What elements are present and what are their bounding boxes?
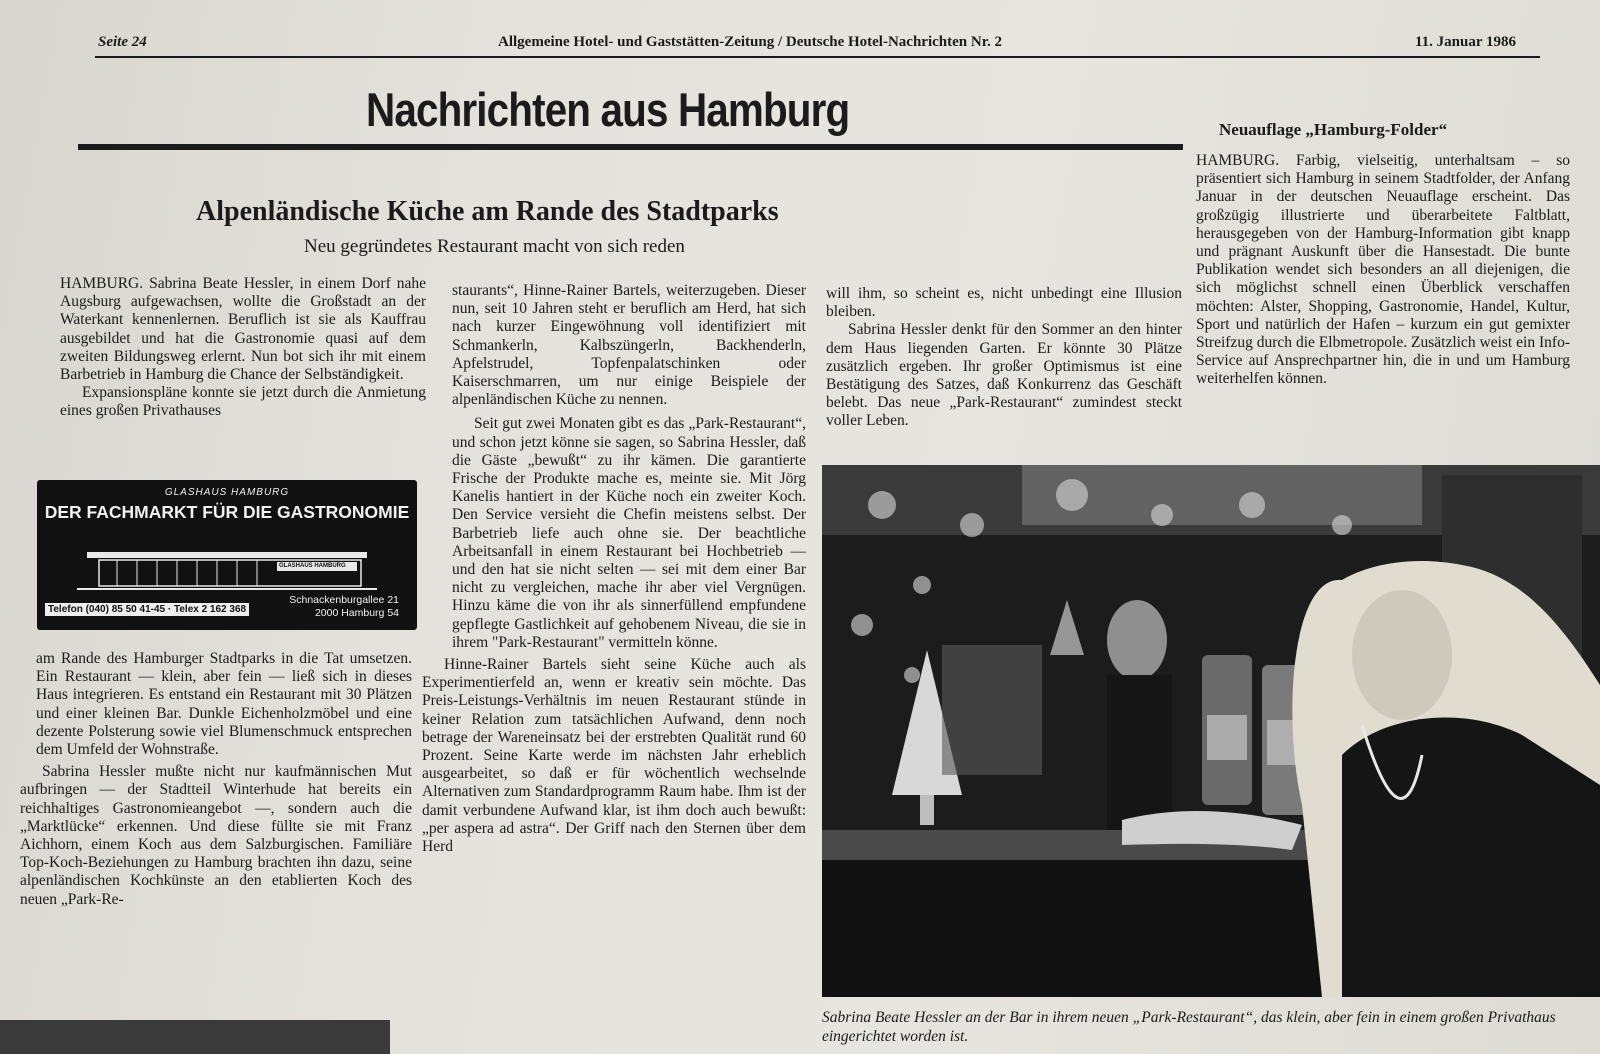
bar-photo-icon bbox=[822, 465, 1600, 997]
column-3 bbox=[826, 285, 1182, 431]
column-1-top bbox=[60, 275, 426, 421]
paragraph: Sabrina Hessler mußte nicht nur kaufmännischen Mut aufbringen — der Stadtteil Winterhude hat bereits ein reichhaltiges Gastronomieangebot —, sondern auch die „Marktlücke“ erkennen. Und diese füllte sie mit Franz Aichhorn, einem Koch aus dem Salzburgischen. Familiäre Top-Koch-Beziehungen zu Hamburg brachten ihn dazu, seine alpenländischen Kochkünste an den etablierten Koch des neuen „Park-Re- bbox=[20, 763, 412, 908]
glashaus-advertisement bbox=[37, 480, 417, 630]
photo-caption: Sabrina Beate Hessler an der Bar in ihrem neuen „Park-Restaurant“, das klein, aber fein in einem großen Privathaus eingerichtet worden ist. bbox=[822, 1009, 1556, 1045]
paragraph: am Rande des Hamburger Stadtparks in die Tat umsetzen. Ein Restaurant — klein, aber fein — ließ sich in dieses Haus integrieren. Es entstand ein Restaurant mit 30 Plätzen und einer kleinen Bar. Dunkle Eichenholzmöbel und eine dezente Polsterung sowie viel Blumenschmuck entsprechen dem Umfeld der Wohnstraße. bbox=[36, 650, 412, 759]
paragraph: Expansionspläne konnte sie jetzt durch die Anmietung eines großen Privathauses bbox=[60, 384, 426, 420]
side-headline: Neuauflage „Hamburg-Folder“ bbox=[1219, 120, 1448, 139]
paragraph: will ihm, so scheint es, nicht unbedingt eine Illusion bleiben. bbox=[826, 285, 1182, 321]
section-title: Nachrichten aus Hamburg bbox=[366, 83, 850, 136]
ad-tagline: DER FACHMARKT FÜR DIE GASTRONOMIE bbox=[44, 502, 410, 522]
ad-building-sign: GLASHAUS HAMBURG bbox=[279, 563, 346, 569]
article-subheadline: Neu gegründetes Restaurant macht von sich reden bbox=[304, 236, 685, 257]
column-1-bottom bbox=[10, 650, 412, 909]
ad-subtitle: GLASHAUS HAMBURG bbox=[164, 487, 290, 498]
side-article-body bbox=[1196, 152, 1570, 389]
ad-phone: Telefon (040) 85 50 41-45 · Telex 2 162 368 bbox=[45, 603, 249, 616]
paragraph: HAMBURG. Sabrina Beate Hessler, in einem Dorf nahe Augsburg aufgewachsen, wollte die Großstadt an der Waterkant kennenlernen. Beruflich ist sie als Kauffrau ausgebildet und hat die Gastronomie quasi auf dem zweiten Bildungsweg erlernt. Nun bot sich ihr mit einem Barbetrieb in Hamburg die Chance der Selbständigkeit. bbox=[60, 275, 426, 384]
ad-address bbox=[289, 594, 399, 620]
paragraph: Hinne-Rainer Bartels sieht seine Küche auch als Experimentierfeld an, wenn er kreativ sein möchte. Das Preis-Leistungs-Verhältnis im neuen Restaurant stünde in keiner Relation zum tatsächlichen Aufwand, denn noch betrage der Wareneinsatz bei der erstrebten Qualität rund 60 Prozent. Seine Karte werde im nächsten Jahr erheblich ausgearbeitet, so daß er für wöchentlich wechselnde Alternativen zum Standardprogramm Raum habe. Ihm ist der damit verbundene Aufwand klar, ist ihm doch auch bewußt: „per aspera ad astra“. Der Griff nach den Sternen über dem Herd bbox=[422, 656, 806, 856]
section-rule bbox=[78, 144, 1183, 150]
paragraph: Sabrina Hessler denkt für den Sommer an den hinter dem Haus liegenden Garten. Er könnte 30 Plätze zusätzlich ergeben. Ihr großer Optimismus ist eine Bestätigung des Satzes, daß Konkurrenz das Geschäft belebt. Das neue „Park-Restaurant“ zumindest steckt voller Leben. bbox=[826, 321, 1182, 430]
issue-date: 11. Januar 1986 bbox=[1415, 34, 1516, 50]
column-2 bbox=[410, 282, 806, 856]
ad-address-street: Schnackenburgallee 21 bbox=[289, 594, 399, 606]
paragraph: Seit gut zwei Monaten gibt es das „Park-Restaurant“, und schon jetzt könne sie sagen, so Sabrina Hessler, daß die Gäste „bewußt“ zu ihr kämen. Die garantierte Frische der Produkte mache es, meinte sie. Mit Jörg Kanelis hantiert in der Küche noch ein zweiter Koch. Den Service versieht die Chefin meistens selbst. Der Barbetrieb liefe auch ohne sie. Der beachtliche Arbeitsanfall in einem Restaurant bei Hochbetrieb — und den hat sie nicht selten — sei mit dem einer Bar nicht zu vergleichen, mache ihr aber viel Vergnügen. Hinzu käme die von ihr als sinnerfüllend empfundene gepflegte Gastlichkeit auf gehobenem Niveau, die sie in ihrem "Park-Restaurant" vermitteln könne. bbox=[452, 415, 806, 651]
newspaper-name: Allgemeine Hotel- und Gaststätten-Zeitung / Deutsche Hotel-Nachrichten Nr. 2 bbox=[498, 34, 1002, 50]
next-image-strip bbox=[0, 1020, 390, 1054]
paragraph: staurants“, Hinne-Rainer Bartels, weiterzugeben. Dieser nun, seit 10 Jahren steht er beruflich am Herd, hat sich nach kurzer Eingewöhnung voll identifiziert mit Schmankerln, Kalbszüngerln, Backhenderln, Apfelstrudel, Topfenpalatschinken oder Kaiserschmarren, um nur einige Beispiele der alpenländischen Küche zu nennen. bbox=[452, 282, 806, 409]
ad-address-city: 2000 Hamburg 54 bbox=[314, 607, 399, 619]
article-headline: Alpenländische Küche am Rande des Stadtparks bbox=[196, 196, 779, 227]
side-article-paragraph: HAMBURG. Farbig, vielseitig, unterhaltsam – so präsentiert sich Hamburg in seinem Stadtfolder, der Anfang Januar in der deutschen Neuauflage erscheint. Das großzügig illustrierte und überarbeitete Faltblatt, herausgegeben von der Hamburg-Information gibt knapp und prägnant Auskunft über die Hansestadt. Die bunte Publikation wendet sich besonders an all diejenigen, die sich möglichst schnell einen Überblick verschaffen möchten: Alster, Shopping, Gastronomie, Handel, Kultur, Sport und natürlich der Hafen – kurzum ein gut gemixter Streifzug durch die Elbmetropole. Zusätzlich weist ein Info-Service auf Ansprechpartner hin, die in und um Hamburg weiterhelfen können. bbox=[1196, 152, 1570, 388]
header-rule bbox=[95, 56, 1540, 58]
page-number: Seite 24 bbox=[98, 34, 147, 50]
